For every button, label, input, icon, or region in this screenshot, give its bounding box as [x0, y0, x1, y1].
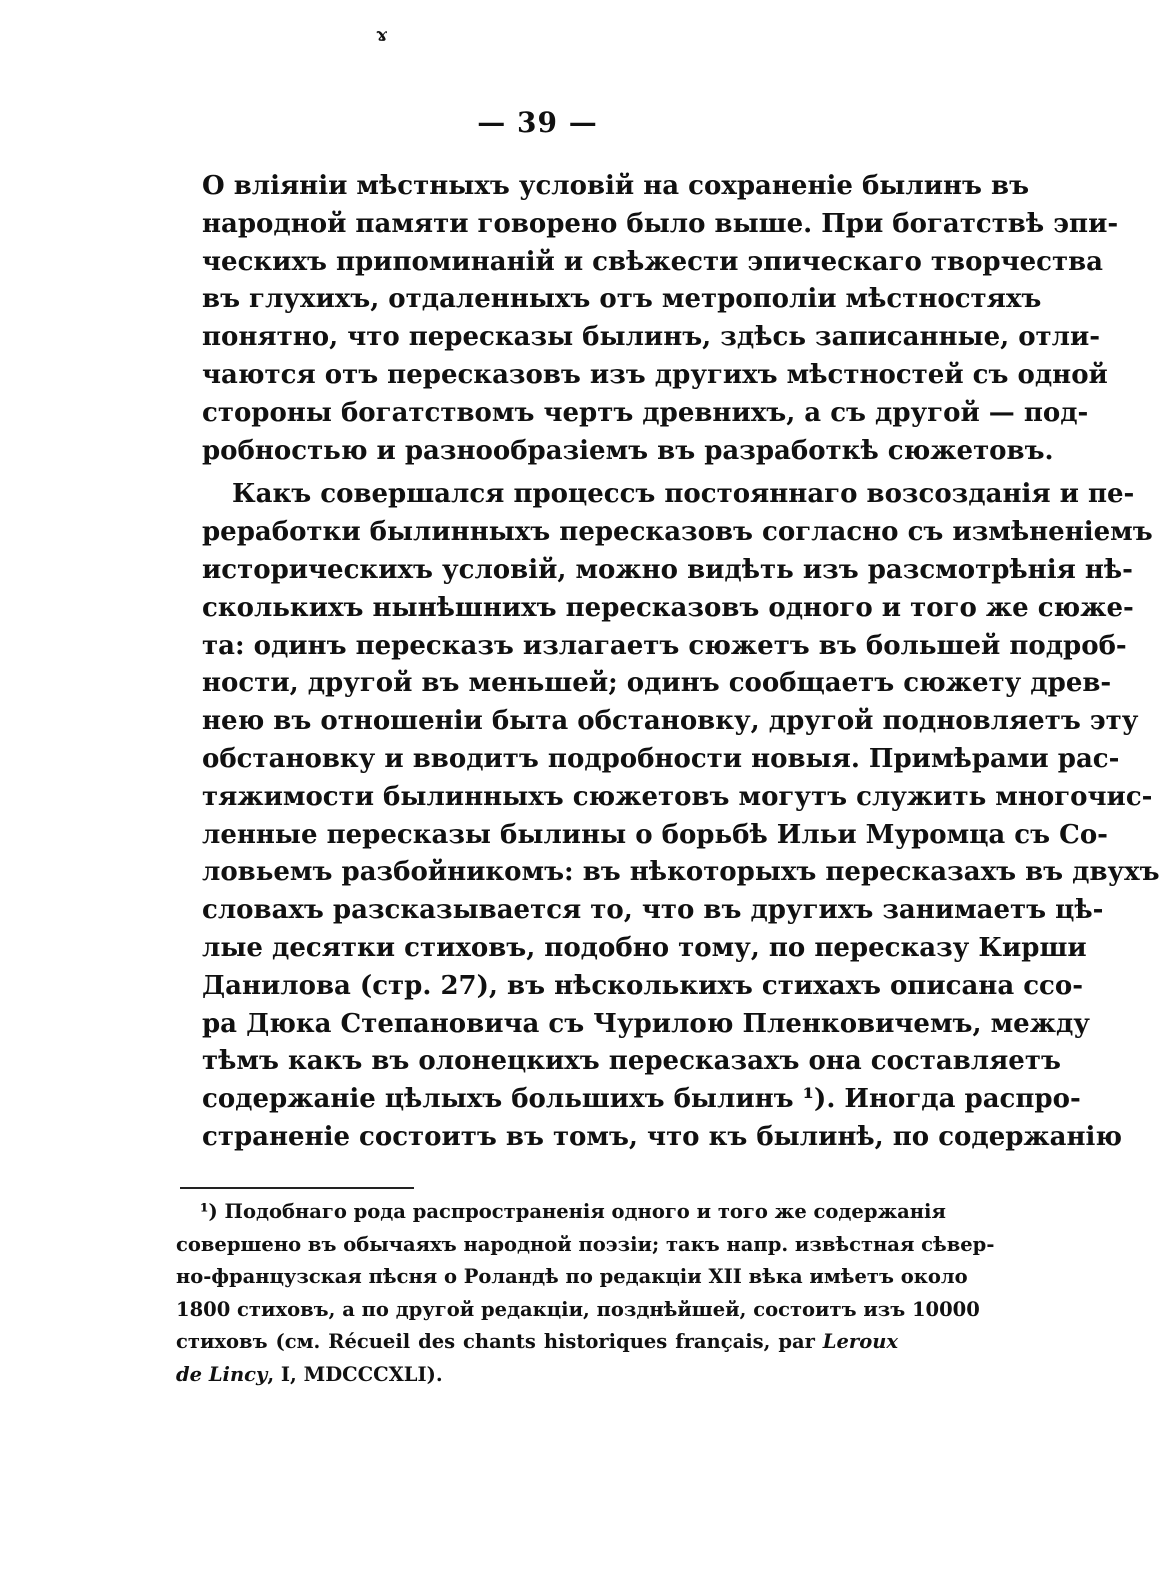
text-line: та: одинъ пересказъ излагаетъ сюжетъ въ большей подроб- [202, 630, 1127, 661]
footnote-author-name: Leroux [822, 1330, 898, 1353]
footnote-line [176, 1326, 898, 1359]
text-line: тяжимости былинныхъ сюжетовъ могутъ служить многочис- [202, 781, 1153, 812]
text-line: ности, другой въ меньшей; одинъ сообщаетъ сюжету древ- [202, 668, 1112, 699]
footnote-line: 1800 стиховъ, а по другой редакціи, позднѣйшей, состоитъ изъ 10000 [176, 1297, 980, 1321]
paragraph-1 [172, 168, 1119, 470]
text-line: чаются отъ пересказовъ изъ другихъ мѣстностей съ одной [202, 359, 1108, 390]
footnote-line [176, 1359, 898, 1392]
text-line: стороны богатствомъ чертъ древнихъ, а съ другой — под- [202, 397, 1089, 428]
main-text [172, 168, 1160, 1157]
text-line: ловьемъ разбойникомъ: въ нѣкоторыхъ пересказахъ въ двухъ [202, 857, 1160, 888]
text-line: страненіе состоитъ въ томъ, что къ былинѣ, по содержанію [202, 1121, 1123, 1152]
text-line: ра Дюка Степановича съ Чурилою Пленковичемъ, между [202, 1008, 1090, 1039]
text-line: историческихъ условій, можно видѣть изъ разсмотрѣнія нѣ- [202, 554, 1133, 585]
footnote-line: но-французская пѣсня о Роландѣ по редакціи XII вѣка имѣетъ около [176, 1265, 968, 1288]
page-number: — 39 — [477, 106, 598, 139]
text-line: Какъ совершался процессъ постояннаго возсозданія и пе- [232, 479, 1135, 510]
footnote-citation: стиховъ (см. Récueil des chants historiques français, par [176, 1330, 823, 1353]
page-speck-mark: ɤ [376, 24, 388, 45]
text-line: ческихъ припоминаній и свѣжести эпическаго творчества [202, 246, 1104, 277]
text-line: реработки былинныхъ пересказовъ согласно съ измѣненіемъ [202, 517, 1153, 548]
footnote-line: совершено въ обычаяхъ народной поэзіи; такъ напр. извѣстная сѣвер- [176, 1232, 995, 1256]
text-line: содержаніе цѣлыхъ большихъ былинъ ¹). Иногда распро- [202, 1084, 1081, 1115]
text-line: лые десятки стиховъ, подобно тому, по пересказу Кирши [202, 932, 1087, 963]
text-line: словахъ разсказывается то, что въ другихъ занимаетъ цѣ- [202, 895, 1104, 926]
text-line: нею въ отношеніи быта обстановку, другой подновляетъ эту [202, 706, 1139, 737]
footnote-divider [180, 1187, 414, 1189]
footnote-line: ¹) Подобнаго рода распространенія одного и того же содержанія [200, 1200, 946, 1223]
text-line: въ глухихъ, отдаленныхъ отъ метрополіи мѣстностяхъ [202, 284, 1042, 315]
text-line: обстановку и вводитъ подробности новыя. Примѣрами рас- [202, 743, 1120, 774]
footnote-citation-end: , I, MDCCCXLI). [267, 1362, 443, 1386]
text-line: понятно, что пересказы былинъ, здѣсь записанные, отли- [202, 322, 1101, 353]
footnote-author-name: de Lincy [176, 1362, 268, 1386]
text-line: ленные пересказы былины о борьбѣ Ильи Муромца съ Со- [202, 819, 1108, 850]
text-line: О вліяніи мѣстныхъ условій на сохраненіе былинъ въ [202, 171, 1030, 201]
text-line: сколькихъ нынѣшнихъ пересказовъ одного и того же сюже- [202, 592, 1134, 623]
text-line: робностью и разнообразіемъ въ разработкѣ сюжетовъ. [202, 435, 1054, 466]
paragraph-2 [172, 476, 1160, 1156]
footnote [176, 1196, 995, 1391]
text-line: тѣмъ какъ въ олонецкихъ пересказахъ она составляетъ [202, 1046, 1061, 1077]
text-line: Данилова (стр. 27), въ нѣсколькихъ стихахъ описана ссо- [202, 970, 1084, 1001]
text-line: народной памяти говорено было выше. При богатствѣ эпи- [202, 208, 1119, 239]
